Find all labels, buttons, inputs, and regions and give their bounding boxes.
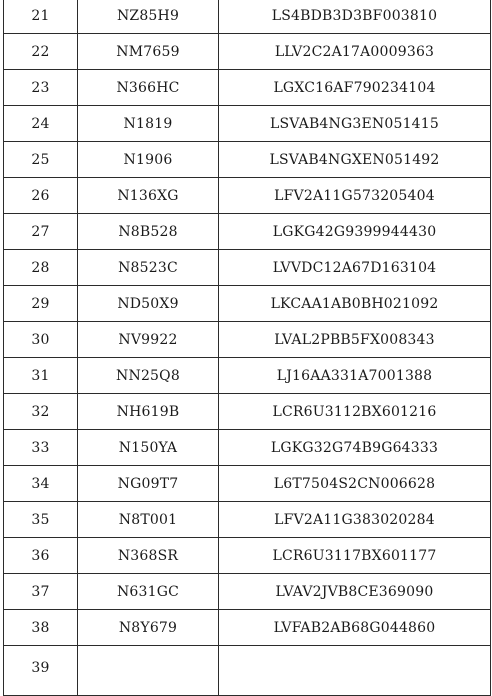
vin-cell: LVVDC12A67D163104 — [219, 250, 491, 286]
row-number-cell: 31 — [4, 358, 78, 394]
plate-number-cell: N8523C — [78, 250, 219, 286]
table-row — [4, 70, 491, 106]
table-row — [4, 106, 491, 142]
vin-cell: LJ16AA331A7001388 — [219, 358, 491, 394]
vin-cell — [219, 646, 491, 696]
plate-number-cell: NV9922 — [78, 322, 219, 358]
table-row — [4, 214, 491, 250]
vin-cell: LCR6U3117BX601177 — [219, 538, 491, 574]
plate-number-cell: N368SR — [78, 538, 219, 574]
row-number-cell: 23 — [4, 70, 78, 106]
table-row — [4, 430, 491, 466]
table-row — [4, 34, 491, 70]
row-number-cell: 26 — [4, 178, 78, 214]
table-row — [4, 502, 491, 538]
plate-number-cell: N631GC — [78, 574, 219, 610]
vin-cell: LVFAB2AB68G044860 — [219, 610, 491, 646]
vin-cell: LGKG42G9399944430 — [219, 214, 491, 250]
vehicle-table — [3, 0, 491, 696]
table-row — [4, 466, 491, 502]
row-number-cell: 34 — [4, 466, 78, 502]
plate-number-cell: N1906 — [78, 142, 219, 178]
row-number-cell: 21 — [4, 0, 78, 34]
table-row — [4, 250, 491, 286]
plate-number-cell: N366HC — [78, 70, 219, 106]
plate-number-cell: NZ85H9 — [78, 0, 219, 34]
row-number-cell: 25 — [4, 142, 78, 178]
vin-cell: LVAV2JVB8CE369090 — [219, 574, 491, 610]
row-number-cell: 37 — [4, 574, 78, 610]
vin-cell: LGXC16AF790234104 — [219, 70, 491, 106]
plate-number-cell: NN25Q8 — [78, 358, 219, 394]
vin-cell: LKCAA1AB0BH021092 — [219, 286, 491, 322]
plate-number-cell: N8Y679 — [78, 610, 219, 646]
table-row — [4, 322, 491, 358]
plate-number-cell: N1819 — [78, 106, 219, 142]
table-row — [4, 142, 491, 178]
row-number-cell: 36 — [4, 538, 78, 574]
plate-number-cell: N8B528 — [78, 214, 219, 250]
plate-number-cell: NM7659 — [78, 34, 219, 70]
table-row — [4, 358, 491, 394]
table-row — [4, 610, 491, 646]
plate-number-cell: NH619B — [78, 394, 219, 430]
row-number-cell: 33 — [4, 430, 78, 466]
vin-cell: LFV2A11G573205404 — [219, 178, 491, 214]
plate-number-cell: N8T001 — [78, 502, 219, 538]
vin-cell: LFV2A11G383020284 — [219, 502, 491, 538]
table-row — [4, 178, 491, 214]
vin-cell: LVAL2PBB5FX008343 — [219, 322, 491, 358]
vin-cell: LGKG32G74B9G64333 — [219, 430, 491, 466]
table-row — [4, 286, 491, 322]
plate-number-cell — [78, 646, 219, 696]
table-row — [4, 574, 491, 610]
vin-cell: LSVAB4NG3EN051415 — [219, 106, 491, 142]
row-number-cell: 22 — [4, 34, 78, 70]
vin-cell: LLV2C2A17A0009363 — [219, 34, 491, 70]
row-number-cell: 30 — [4, 322, 78, 358]
vin-cell: LSVAB4NGXEN051492 — [219, 142, 491, 178]
vin-cell: L6T7504S2CN006628 — [219, 466, 491, 502]
table-row — [4, 538, 491, 574]
plate-number-cell: NG09T7 — [78, 466, 219, 502]
row-number-cell: 29 — [4, 286, 78, 322]
row-number-cell: 24 — [4, 106, 78, 142]
vin-cell: LS4BDB3D3BF003810 — [219, 0, 491, 34]
row-number-cell: 28 — [4, 250, 78, 286]
plate-number-cell: N136XG — [78, 178, 219, 214]
row-number-cell: 32 — [4, 394, 78, 430]
vin-cell: LCR6U3112BX601216 — [219, 394, 491, 430]
plate-number-cell: ND50X9 — [78, 286, 219, 322]
row-number-cell: 38 — [4, 610, 78, 646]
row-number-cell: 35 — [4, 502, 78, 538]
plate-number-cell: N150YA — [78, 430, 219, 466]
row-number-cell: 27 — [4, 214, 78, 250]
row-number-cell: 39 — [4, 646, 78, 696]
vehicle-table-body — [4, 0, 491, 696]
table-row — [4, 394, 491, 430]
table-row — [4, 0, 491, 34]
table-row — [4, 646, 491, 696]
